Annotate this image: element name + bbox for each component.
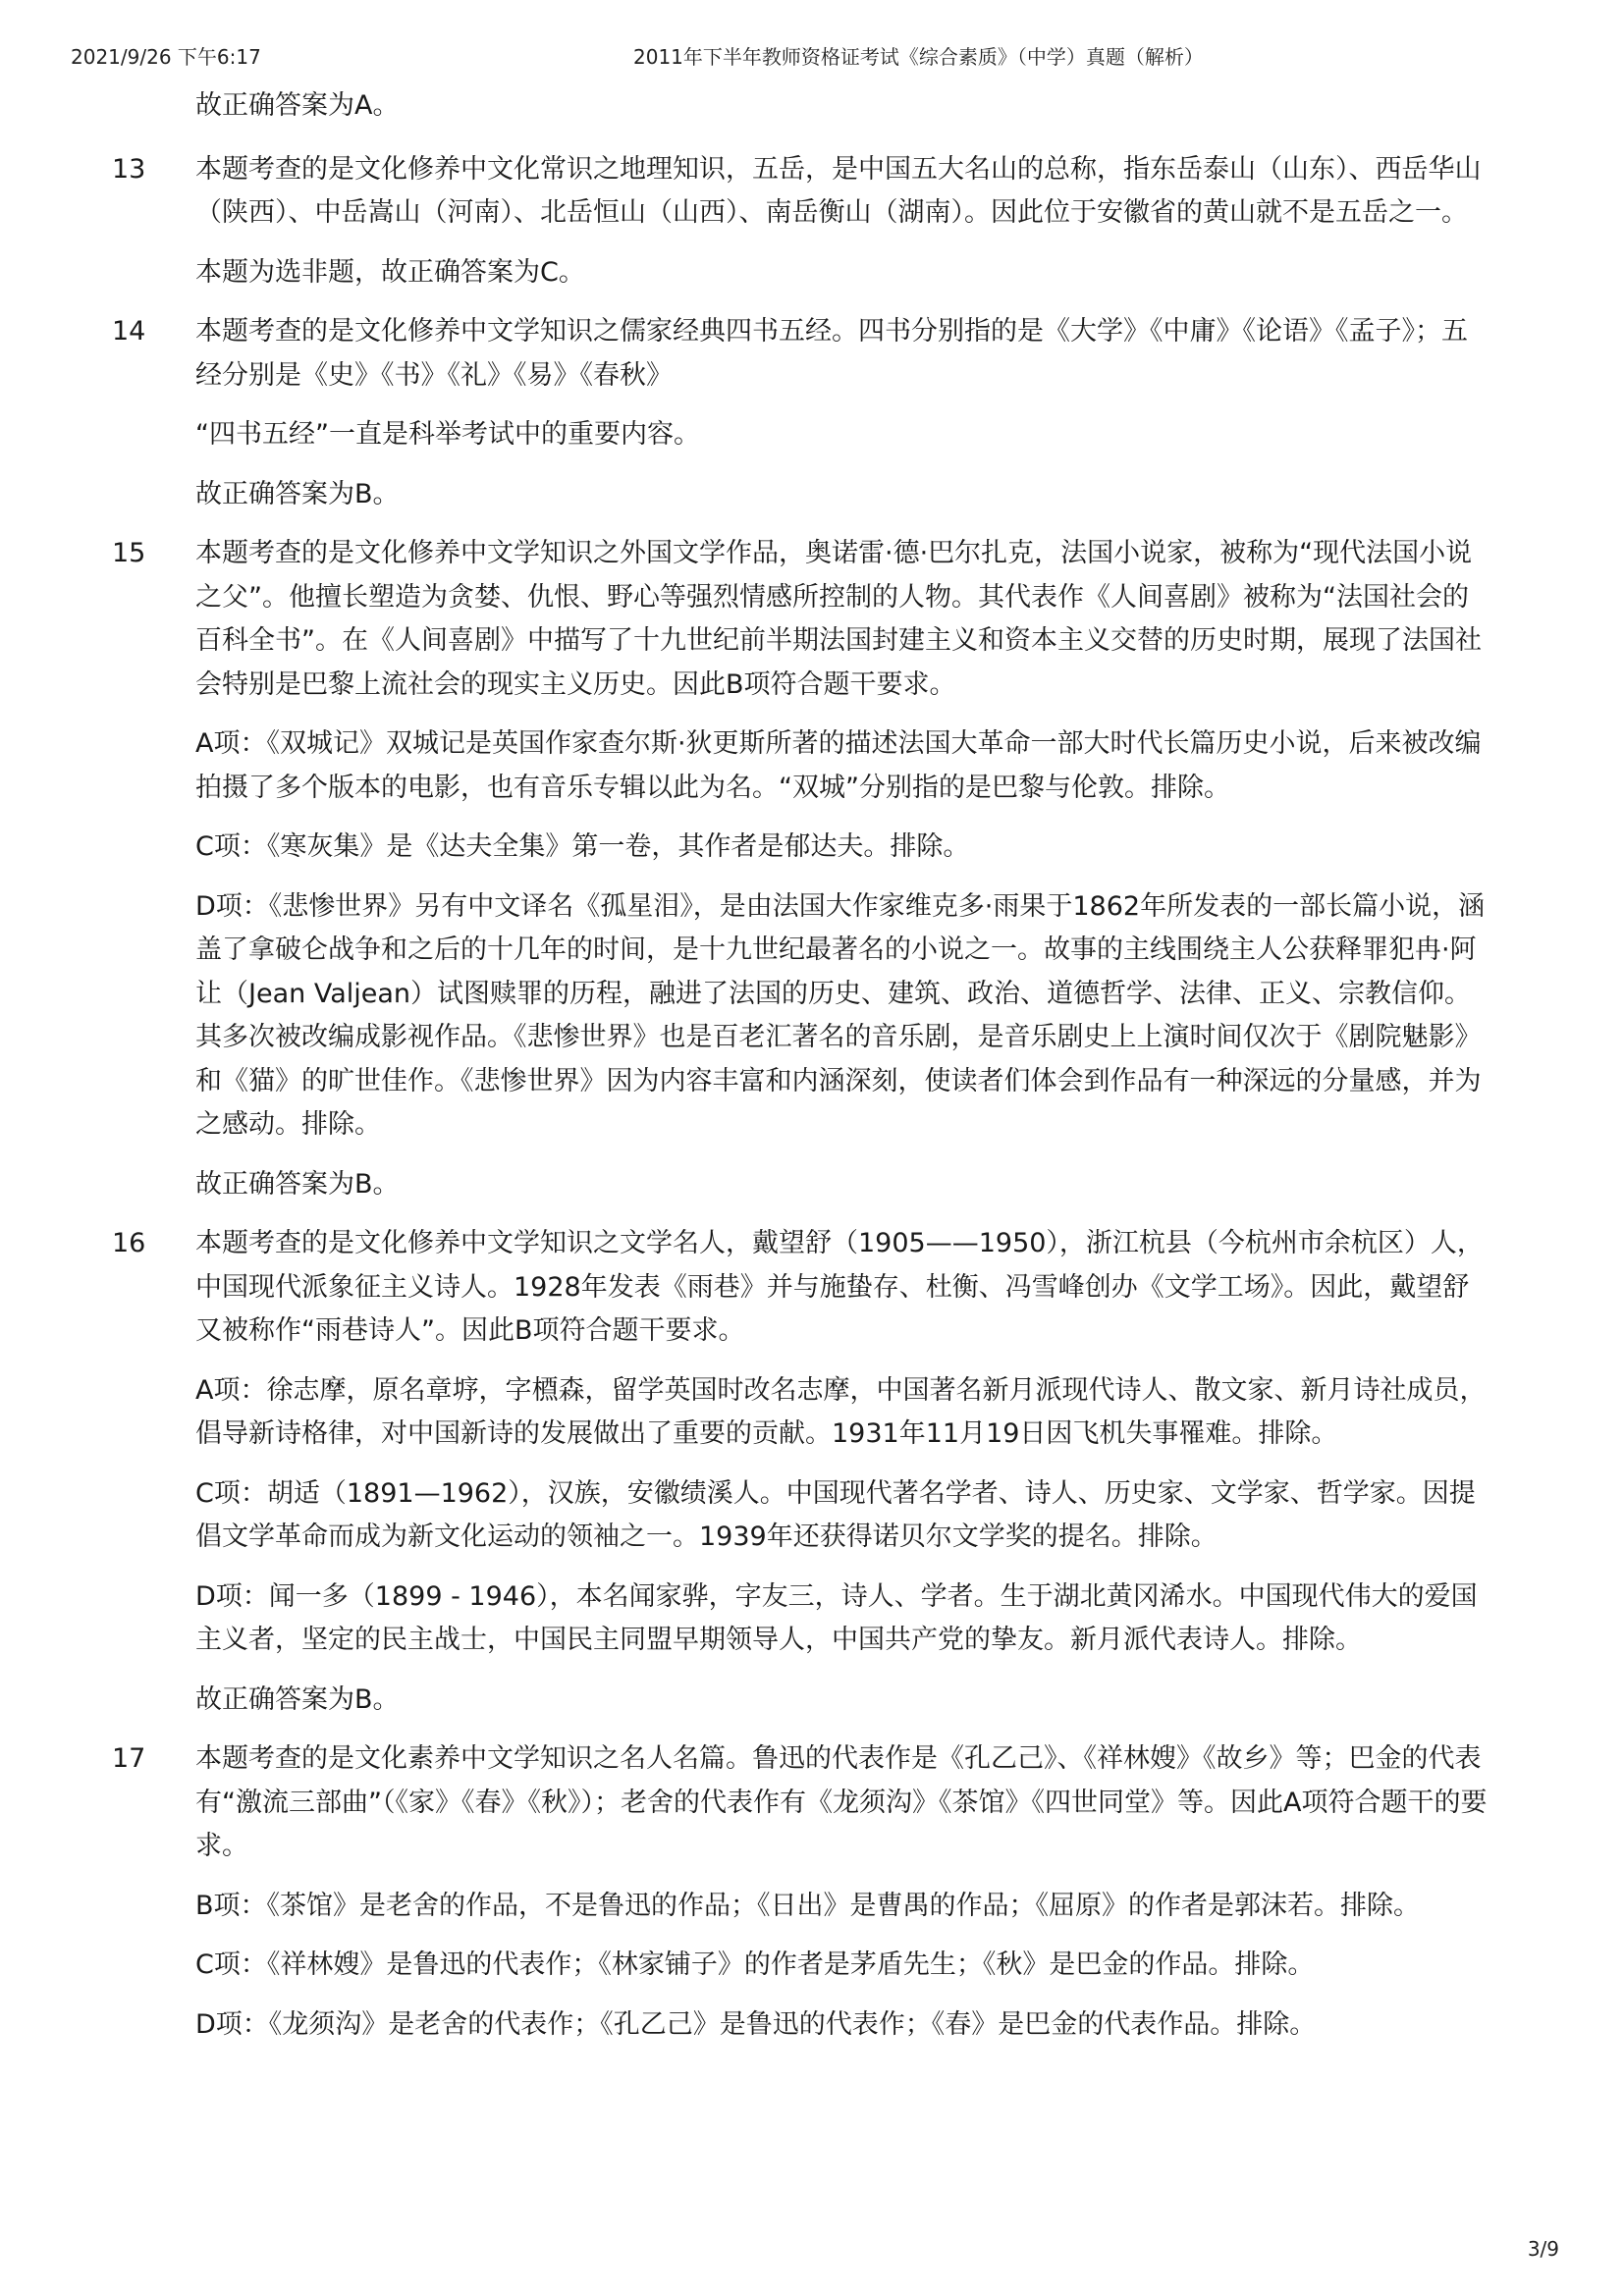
paragraph: 本题考查的是文化修养中文学知识之文学名人，戴望舒（1905——1950），浙江杭县（今杭州市余杭区）人，中国现代派象征主义诗人。1928年发表《雨巷》并与施蛰存、杜衡、冯雪峰创办《文学工场》。因此，戴望舒又被称作“雨巷诗人”。因此B项符合题干要求。 (195, 1228, 1484, 1346)
question-13 (0, 148, 1624, 295)
paragraph: 本题为选非题，故正确答案为C。 (195, 256, 585, 288)
print-date: 2021/9/26 下午6:17 (71, 45, 261, 69)
question-number: 14 (112, 316, 146, 347)
question-number: 17 (112, 1743, 146, 1774)
document-title: 2011年下半年教师资格证考试《综合素质》（中学）真题（解析） (633, 45, 1204, 69)
page-number: 3/9 (1527, 2237, 1559, 2261)
paragraph: D项：闻一多（1899 - 1946），本名闻家骅，字友三，诗人、学者。生于湖北黄冈浠水。中国现代伟大的爱国主义者，坚定的民主战士，中国民主同盟早期领导人，中国共产党的挚友。新月派代表诗人。排除。 (195, 1580, 1478, 1655)
paragraph: D项：《悲惨世界》另有中文译名《孤星泪》，是由法国大作家维克多·雨果于1862年所发表的一部长篇小说，涵盖了拿破仑战争和之后的十几年的时间，是十九世纪最著名的小说之一。故事的主线围绕主人公获释罪犯冉·阿让（Jean Valjean）试图赎罪的历程，融进了法国的历史、建筑、政治、道德哲学、法律、正义、宗教信仰。其多次被改编成影视作品。《悲惨世界》也是百老汇著名的音乐剧，是音乐剧史上上演时间仅次于《剧院魅影》和《猫》的旷世佳作。《悲惨世界》因为内容丰富和内涵深刻，使读者们体会到作品有一种深远的分量感，并为之感动。排除。 (195, 890, 1486, 1140)
paragraph: 故正确答案为B。 (195, 478, 400, 509)
paragraph: “四书五经”一直是科举考试中的重要内容。 (195, 419, 700, 450)
paragraph: 本题考查的是文化修养中文化常识之地理知识，五岳，是中国五大名山的总称，指东岳泰山（山东）、西岳华山（陕西）、中岳嵩山（河南）、北岳恒山（山西）、南岳衡山（湖南）。因此位于安徽省的黄山就不是五岳之一。 (195, 153, 1482, 228)
question-17 (0, 1737, 1624, 2047)
paragraph: 故正确答案为B。 (195, 1168, 400, 1200)
paragraph: C项：《寒灰集》是《达夫全集》第一卷，其作者是郁达夫。排除。 (195, 831, 970, 862)
question-number: 13 (112, 153, 146, 185)
paragraph: 本题考查的是文化修养中文学知识之外国文学作品，奥诺雷·德·巴尔扎克，法国小说家，被称为“现代法国小说之父”。他擅长塑造为贪婪、仇恨、野心等强烈情感所控制的人物。其代表作《人间喜剧》被称为“法国社会的百科全书”。在《人间喜剧》中描写了十九世纪前半期法国封建主义和资本主义交替的历史时期，展现了法国社会特别是巴黎上流社会的现实主义历史。因此B项符合题干要求。 (195, 538, 1482, 700)
question-14 (0, 310, 1624, 516)
question-number: 15 (112, 538, 146, 568)
answer-line: 故正确答案为A。 (195, 90, 400, 121)
paragraph: A项：《双城记》双城记是英国作家查尔斯·狄更斯所著的描述法国大革命一部大时代长篇历史小说，后来被改编拍摄了多个版本的电影，也有音乐专辑以此为名。“双城”分别指的是巴黎与伦敦。排除。 (195, 728, 1482, 803)
question-16 (0, 1222, 1624, 1722)
paragraph: 本题考查的是文化素养中文学知识之名人名篇。鲁迅的代表作是《孔乙己》、《祥林嫂》《故乡》等；巴金的代表有“激流三部曲”（《家》《春》《秋》）；老舍的代表作有《龙须沟》《茶馆》《四世同堂》等。因此A项符合题干的要求。 (195, 1743, 1488, 1861)
paragraph: 故正确答案为B。 (195, 1683, 400, 1715)
paragraph: D项：《龙须沟》是老舍的代表作；《孔乙己》是鲁迅的代表作；《春》是巴金的代表作品。排除。 (195, 2008, 1317, 2040)
page-content (0, 84, 1624, 2062)
paragraph: C项：《祥林嫂》是鲁迅的代表作；《林家铺子》的作者是茅盾先生；《秋》是巴金的作品。排除。 (195, 1949, 1315, 1980)
paragraph: 本题考查的是文化修养中文学知识之儒家经典四书五经。四书分别指的是《大学》《中庸》《论语》《孟子》；五经分别是《史》《书》《礼》《易》《春秋》 (195, 316, 1468, 391)
question-number: 16 (112, 1228, 146, 1258)
paragraph: A项：徐志摩，原名章垿，字槱森，留学英国时改名志摩，中国著名新月派现代诗人、散文家、新月诗社成员，倡导新诗格律，对中国新诗的发展做出了重要的贡献。1931年11月19日因飞机失事罹难。排除。 (195, 1374, 1487, 1449)
question-15 (0, 532, 1624, 1206)
paragraph: C项：胡适（1891—1962），汉族，安徽绩溪人。中国现代著名学者、诗人、历史家、文学家、哲学家。因提倡文学革命而成为新文化运动的领袖之一。1939年还获得诺贝尔文学奖的提名。排除。 (195, 1477, 1476, 1552)
paragraph: B项：《茶馆》是老舍的作品，不是鲁迅的作品；《日出》是曹禺的作品；《屈原》的作者是郭沫若。排除。 (195, 1890, 1421, 1921)
